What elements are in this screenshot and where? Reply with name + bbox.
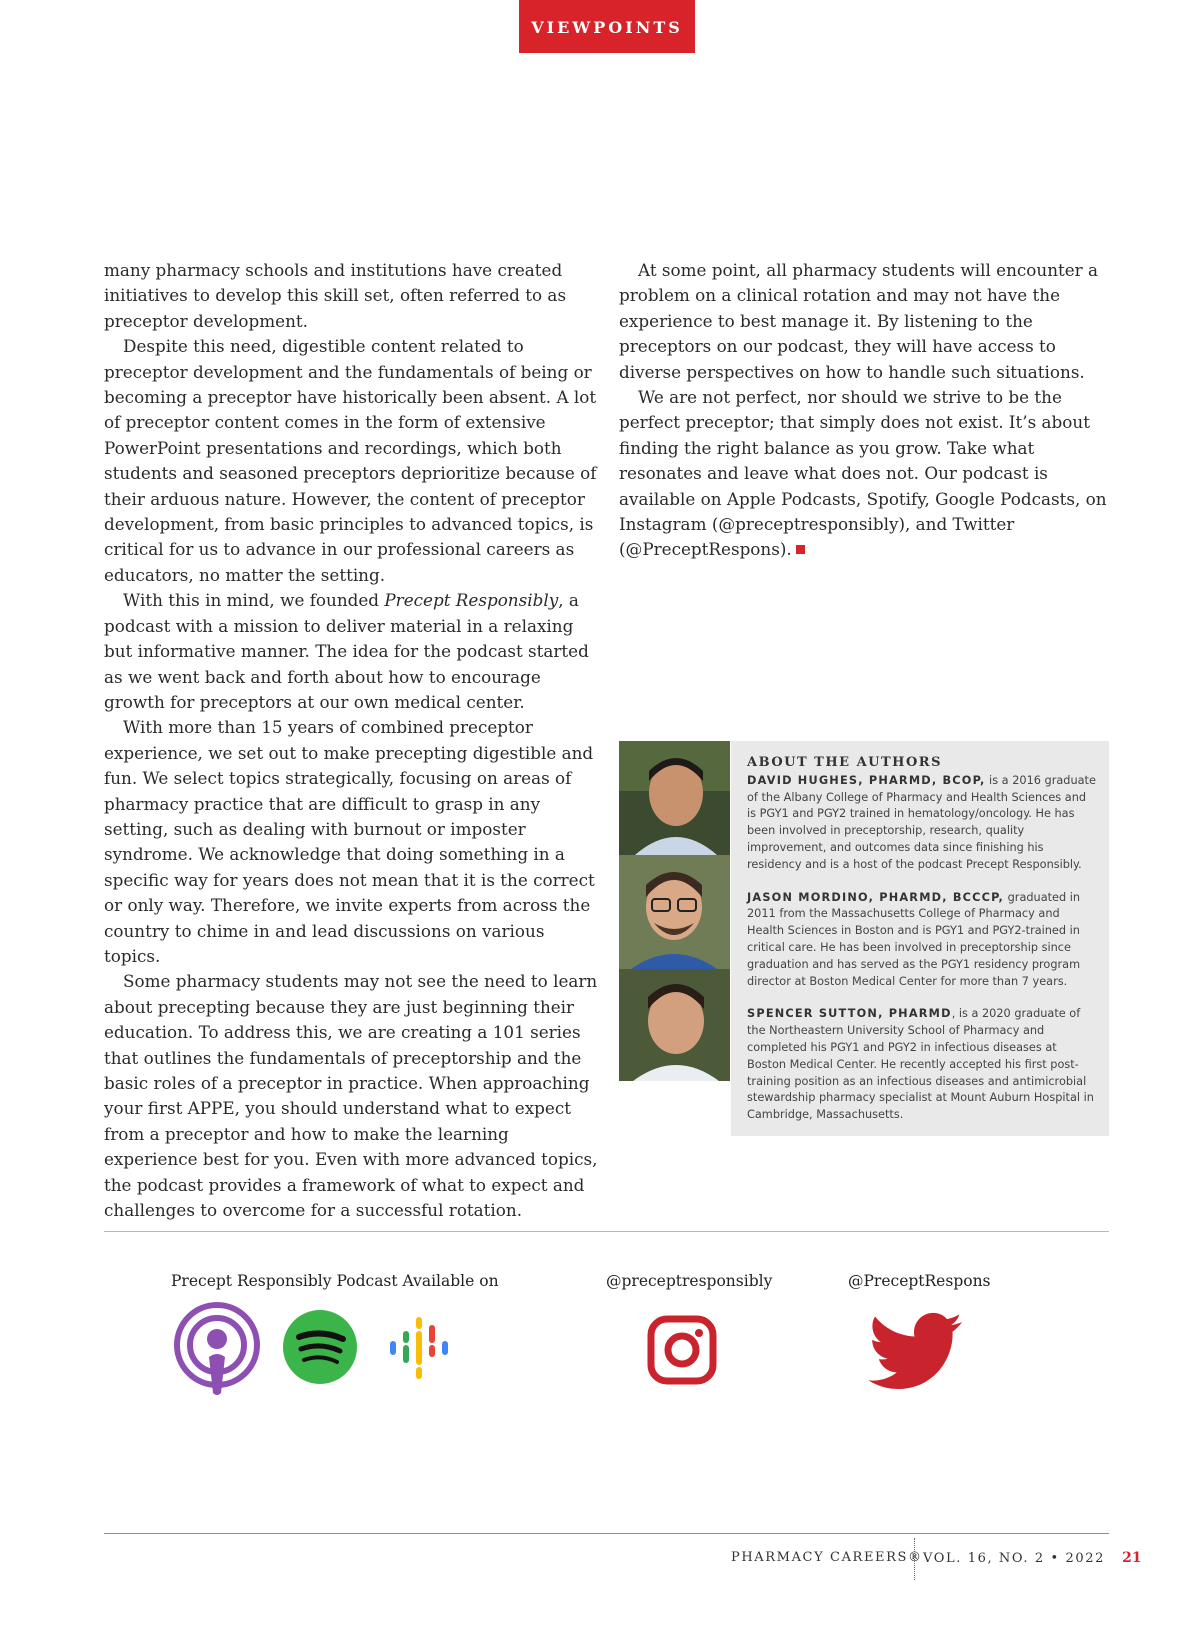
paragraph-founding: With this in mind, we founded Precept Responsibly, a podcast with a mission to deliver material in a relaxing but informative manner. The idea for the podcast started as we went back and forth about how to encourage growth for preceptors at our own medical center. (104, 590, 589, 712)
paragraph-closing: We are not perfect, nor should we strive to be the perfect preceptor; that simply does not exist. It’s about finding the right balance as you grow. Take what resonates and leave what does not. Our podcast is available on Apple Podcasts, Spotify, Google Podcasts, on Instagram (@preceptresponsibly), and Twitter (@PreceptRespons). (619, 387, 1107, 560)
about-authors-heading: ABOUT THE AUTHORS (747, 755, 942, 770)
author-photo-spencer-sutton (619, 969, 730, 1081)
issue-info: VOL. 16, NO. 2 • 2022 21 (923, 1550, 1142, 1566)
author-photo-david-hughes (619, 741, 730, 855)
end-mark (796, 545, 805, 554)
article-column-right (619, 258, 1109, 563)
google-podcasts-icon[interactable] (388, 1316, 458, 1384)
twitter-icon[interactable] (868, 1312, 964, 1396)
paragraph-101-series: Some pharmacy students may not see the need to learn about precepting because they are just beginning their education. To address this, we are creating a 101 series that outlines the fundamentals of preceptorship and the basic roles of a preceptor in practice. When approaching your first APPE, you should understand what to expect from a preceptor and how to make the learning experience best for you. Even with more advanced topics, the podcast provides a framework of what to expect and challenges to overcome for a successful rotation. (104, 971, 598, 1221)
podcast-availability-label: Precept Responsibly Podcast Available on (171, 1272, 499, 1290)
about-authors-box (619, 741, 1109, 1136)
apple-podcasts-icon[interactable] (173, 1301, 261, 1401)
section-tab-viewpoints: VIEWPOINTS (519, 0, 695, 53)
author-name: DAVID HUGHES, PHARMD, BCOP, (747, 773, 986, 787)
instagram-icon[interactable] (647, 1315, 717, 1389)
paragraph-experience: With more than 15 years of combined preceptor experience, we set out to make precepting digestible and fun. We select topics strategically, focusing on areas of pharmacy practice that are difficult to grasp in any setting, such as dealing with burnout or imposter syndrome. We acknowledge that doing something in a specific way for years does not mean that it is the correct or only way. Therefore, we invite experts from across the country to chime in and lead discussions on various topics. (104, 717, 595, 966)
twitter-handle[interactable]: @PreceptRespons (848, 1272, 991, 1290)
footer-rule (104, 1533, 1109, 1534)
author-photos (619, 741, 730, 1081)
podcast-title: Precept Responsibly (384, 590, 559, 611)
spotify-icon[interactable] (283, 1310, 357, 1388)
instagram-handle[interactable]: @preceptresponsibly (606, 1272, 773, 1290)
article-column-left (104, 258, 598, 1223)
paragraph-clinical-rotation: At some point, all pharmacy students will encounter a problem on a clinical rotation and may not have the experience to best manage it. By listening to the preceptors on our podcast, they will have access to diverse perspectives on how to handle such situations. (619, 260, 1099, 382)
author-name: SPENCER SUTTON, PHARMD (747, 1007, 952, 1021)
author-bio: SPENCER SUTTON, PHARMD, is a 2020 graduate of the Northeastern University School of Pharmacy and completed his PGY1 and PGY2 in infectious diseases at Boston Medical Center. He recently accepted his first post-training position as an infectious diseases and antimicrobial stewardship pharmacy specialist at Mount Auburn Hospital in Cambridge, Massachusetts. (747, 1007, 1094, 1122)
author-name: JASON MORDINO, PHARMD, BCCCP, (747, 890, 1005, 904)
divider-rule (104, 1231, 1109, 1232)
footer-dotted-divider (914, 1538, 915, 1580)
paragraph-preceptor-content: Despite this need, digestible content related to preceptor development and the fundamentals of being or becoming a preceptor have historically been absent. A lot of preceptor content comes in the form of extensive PowerPoint presentations and recordings, which both students and seasoned preceptors deprioritize because of their arduous nature. However, the content of preceptor development, from basic principles to advanced topics, is critical for us to advance in our professional careers as educators, no matter the setting. (104, 336, 597, 585)
page-number: 21 (1122, 1550, 1142, 1566)
author-bio: DAVID HUGHES, PHARMD, BCOP, is a 2016 graduate of the Albany College of Pharmacy and Health Sciences and is PGY1 and PGY2 trained in hematology/oncology. He has been involved in preceptorship, research, quality improvement, and outcomes data since finishing his residency and is a host of the podcast Precept Responsibly. (747, 773, 1096, 871)
paragraph-continued: many pharmacy schools and institutions have created initiatives to develop this skill set, often referred to as preceptor development. (104, 260, 567, 331)
about-authors-text (731, 741, 1109, 1136)
author-bio: JASON MORDINO, PHARMD, BCCCP, graduated in 2011 from the Massachusetts College of Pharmacy and Health Sciences in Boston and is PGY1 and PGY2-trained in critical care. He has been involved in preceptorship since graduation and has served as the PGY1 residency program director at Boston Medical Center for more than 7 years. (747, 890, 1081, 988)
publication-name: PHARMACY CAREERS® (731, 1550, 923, 1565)
author-photo-jason-mordino (619, 855, 730, 969)
